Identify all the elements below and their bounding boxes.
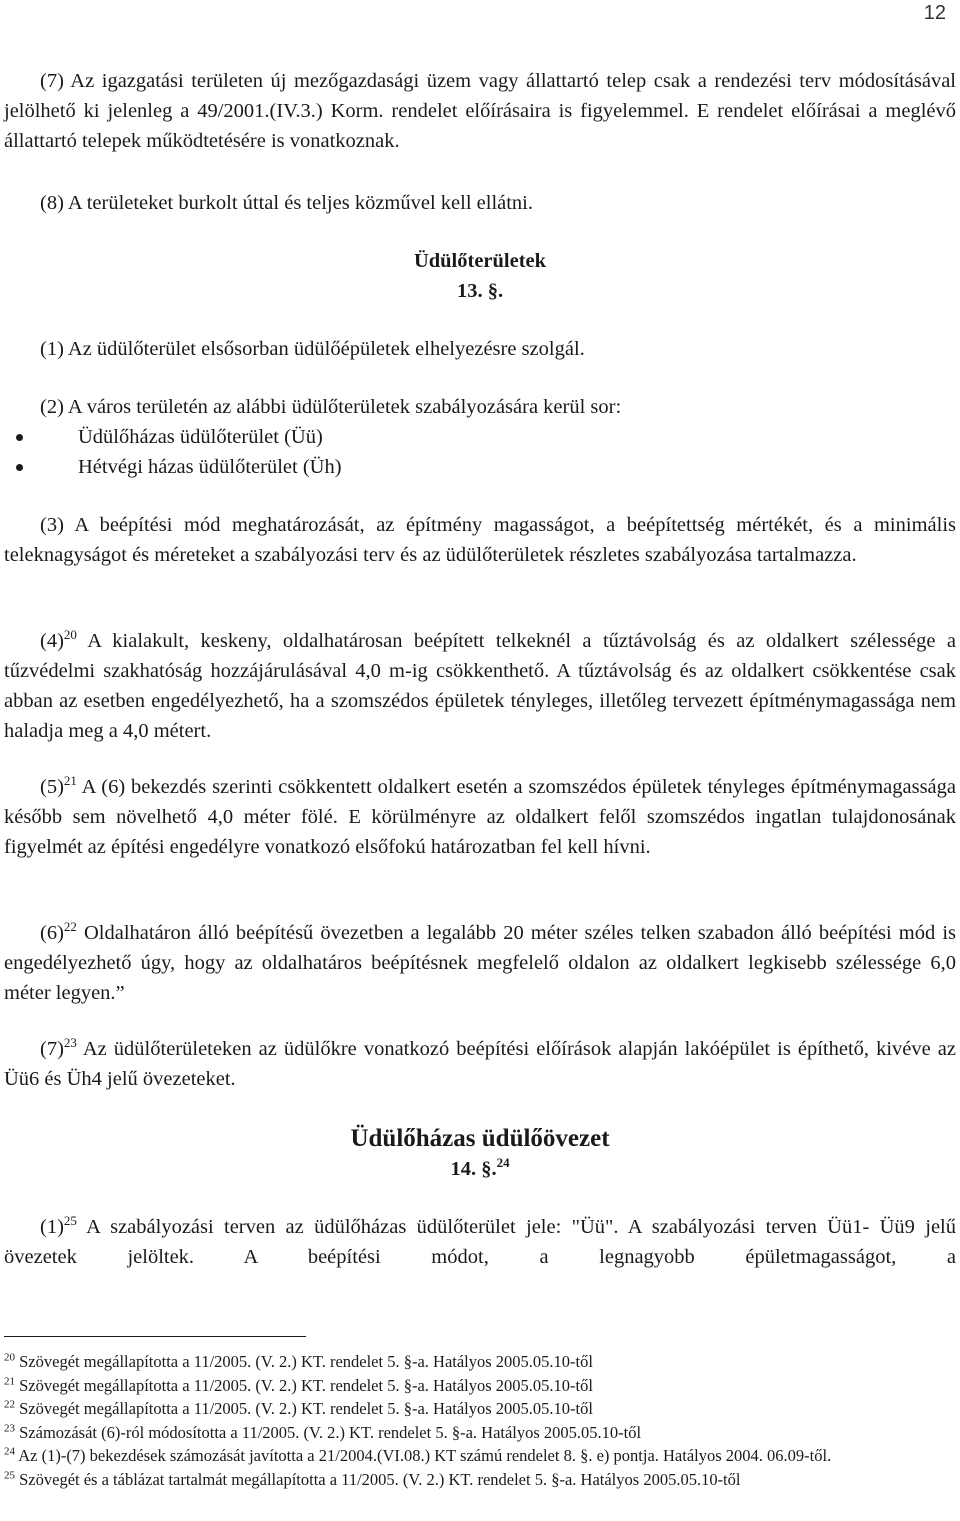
section-13-paragraph-3 xyxy=(4,510,956,570)
footnote xyxy=(4,1421,956,1445)
paragraph-8-utilities xyxy=(4,188,956,218)
footnote-text: Szövegét megállapította a 11/2005. (V. 2.) KT. rendelet 5. §-a. Hatályos 2005.05.10-től xyxy=(19,1375,593,1395)
footnote-number: 24 xyxy=(4,1445,15,1458)
section-13-paragraph-5 xyxy=(4,772,956,862)
section-13-number: 13. §. xyxy=(456,280,504,302)
section-13-paragraph-4 xyxy=(4,626,956,746)
bullet-icon xyxy=(16,464,23,471)
footnote-ref: 21 xyxy=(63,773,77,789)
paragraph-number: (4) xyxy=(40,630,64,652)
paragraph-7-agricultural xyxy=(4,66,956,156)
section-13-paragraph-2 xyxy=(4,392,956,422)
section-13-title: Üdülőterületek xyxy=(413,250,547,272)
footnote xyxy=(4,1444,956,1468)
footnote-separator xyxy=(4,1336,306,1337)
footnote-text: Szövegét megállapította a 11/2005. (V. 2.) KT. rendelet 5. §-a. Hatályos 2005.05.10-től xyxy=(19,1352,593,1371)
footnote-number: 25 xyxy=(4,1469,15,1481)
footnote-number: 22 xyxy=(4,1398,15,1411)
section-13-paragraph-7 xyxy=(4,1034,956,1094)
paragraph-number: (7) xyxy=(40,1038,64,1060)
footnote-ref: 20 xyxy=(63,627,77,643)
footnote xyxy=(4,1468,956,1492)
section-14-number xyxy=(4,1154,956,1184)
footnote-text: Szövegét és a táblázat tartalmát megállapította a 11/2005. (V. 2.) KT. rendelet 5. §-a. Hatályos 2005.05.10-től xyxy=(19,1469,741,1489)
section-13-paragraph-1 xyxy=(4,334,956,364)
section-14-title: Üdülőházas üdülőövezet xyxy=(350,1125,610,1152)
section-13-paragraph-6 xyxy=(4,918,956,1008)
paragraph-body: Oldalhatáron álló beépítésű övezetben a legalább 20 méter széles telken szabadon álló beépítési mód is engedélyezhető úgy, hogy az oldalhatáros beépítésnek megfelelő oldalon az oldalkert legkisebb szélessége 6,0 méter legyen.” xyxy=(4,922,956,1004)
paragraph-number: (1) xyxy=(40,1216,64,1238)
bullet-text: Üdülőházas üdülőterület (Üü) xyxy=(78,426,323,448)
document-page xyxy=(4,0,956,1521)
footnote-ref: 23 xyxy=(63,1035,77,1051)
page-number: 12 xyxy=(923,2,946,24)
paragraph-text: (3) A beépítési mód meghatározását, az építmény magasságot, a beépítettség mértékét, és a minimális teleknagyságot és méreteket a szabályozási terv és az üdülőterületek részletes szabályozása tartalmazza. xyxy=(4,514,956,566)
footnote-text: Számozását (6)-ról módosította a 11/2005. (V. 2.) KT. rendelet 5. §-a. Hatályos 2005.05.10-től xyxy=(19,1422,642,1442)
paragraph-body: Az üdülőterületeken az üdülőkre vonatkozó beépítési előírások alapján lakóépület is építhető, kivéve az Üü6 és Üh4 jelű övezeteket. xyxy=(4,1038,956,1090)
footnote xyxy=(4,1397,956,1421)
bullet-text: Hétvégi házas üdülőterület (Üh) xyxy=(78,456,342,478)
footnote-ref: 24 xyxy=(496,1155,510,1171)
paragraph-number: (6) xyxy=(40,922,64,944)
footnote-text: Szövegét megállapította a 11/2005. (V. 2.) KT. rendelet 5. §-a. Hatályos 2005.05.10-től xyxy=(19,1399,593,1418)
footnote-text: Az (1)-(7) bekezdések számozását javította a 21/2004.(VI.08.) KT számú rendelet 8. §. e) pontja. Hatályos 2004. 06.09-től. xyxy=(18,1446,832,1465)
section-14-paragraph-1 xyxy=(4,1212,956,1272)
footnote xyxy=(4,1350,956,1374)
paragraph-text: (7) Az igazgatási területen új mezőgazdasági üzem vagy állattartó telep csak a rendezési terv módosításával jelölhető ki jelenleg a 49/2001.(IV.3.) Korm. rendelet előírásaira is figyelemmel. E rendelet előírásai a meglévő állattartó telepek működtetésére is vonatkoznak. xyxy=(4,70,956,152)
paragraph-body: A kialakult, keskeny, oldalhatárosan beépített telkeknél a tűztávolság és az oldalkert szélessége a tűzvédelmi szakhatóság hozzájárulásával 4,0 m-ig csökkenthető. A tűztávolság és az oldalkert csökkentése csak abban az esetben engedélyezhető, ha a szomszédos épületek tényleges, illetőleg tervezett építménymagassága nem haladja meg a 4,0 métert. xyxy=(4,630,956,742)
paragraph-text xyxy=(4,1034,956,1094)
footnote-number: 21 xyxy=(4,1375,15,1387)
paragraph-text xyxy=(4,626,956,746)
paragraph-text: (8) A területeket burkolt úttal és teljes közművel kell ellátni. xyxy=(40,192,534,214)
footnote-number: 23 xyxy=(4,1422,15,1434)
paragraph-text: (2) A város területén az alábbi üdülőterületek szabályozására kerül sor: xyxy=(40,396,622,418)
paragraph-text xyxy=(4,918,956,1008)
paragraph-body: A (6) bekezdés szerinti csökkentett oldalkert esetén a szomszédos épületek tényleges építménymagassága később sem növelhető 4,0 méter fölé. E körülményre az oldalkert felől szomszédos ingatlan tulajdonosának figyelmét az építési engedélyre vonatkozó elsőfokú határozatban fel kell hívni. xyxy=(4,776,956,858)
paragraph-number: (5) xyxy=(40,776,64,798)
footnote-ref: 25 xyxy=(63,1213,77,1229)
footnote xyxy=(4,1374,956,1398)
paragraph-body: A szabályozási terven az üdülőházas üdülőterület jele: "Üü". A szabályozási terven Üü1- Üü9 jelű övezetek jelöltek. A beépítési módot, a legnagyobb épületmagasságot, a xyxy=(4,1216,956,1268)
paragraph-text xyxy=(4,772,956,862)
paragraph-text xyxy=(4,1212,956,1272)
footnote-number: 20 xyxy=(4,1351,15,1364)
footnotes xyxy=(4,1350,956,1491)
footnote-ref: 22 xyxy=(63,919,77,935)
section-14-number-text: 14. §. xyxy=(450,1158,497,1180)
bullet-icon xyxy=(16,434,23,441)
paragraph-text: (1) Az üdülőterület elsősorban üdülőépületek elhelyezésre szolgál. xyxy=(40,338,585,360)
